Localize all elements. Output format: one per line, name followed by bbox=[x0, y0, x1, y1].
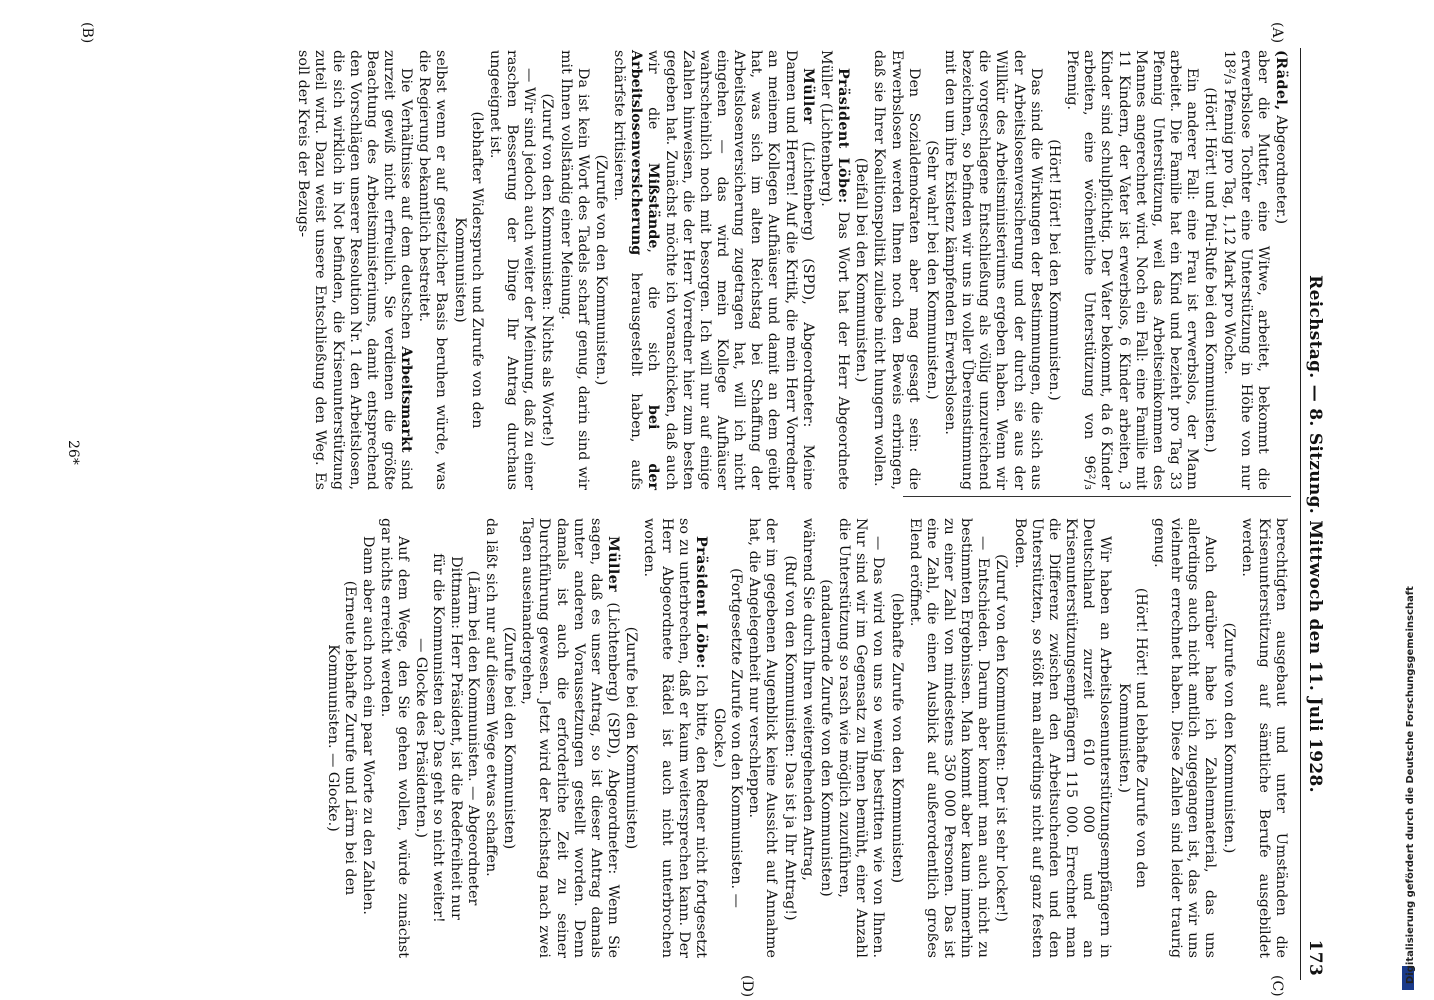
paragraph: selbst wenn er auf gesetzlicher Basis beruhen würde, was die Regierung bekanntlich bestreitet. bbox=[416, 50, 450, 490]
margin-mark-b: (B) bbox=[79, 22, 95, 44]
paragraph: Da ist kein Wort des Tadels scharf genug, darin sind wir mit Ihnen vollständig einer Meinung. bbox=[557, 50, 591, 490]
paragraph: Dann aber auch noch ein paar Worte zu den Zahlen. bbox=[359, 536, 376, 915]
paragraph: Ein anderer Fall: eine Frau ist erwerbslos, der Mann arbeitet. Die Familie hat ein Kind und bezieht pro Tag 33 Pfennig Unterstützung, weil das Arbeitseinkommen des Mannes angerechnet wird. Noch ein Fall: eine Familie mit 11 Kindern, der Vater ist erwerbslos, 6 Kinder arbeiten, 3 Kinder sind schulpflichtig. Der Vater bekommt, da 6 Kinder arbeiten, eine wöchentliche Unterstützung von 96²/₃ Pfennig. bbox=[1064, 50, 1201, 490]
interjection: (lebhafter Widerspruch und Zurufe von den Kommunisten) bbox=[451, 111, 485, 429]
paragraph: während Sie durch Ihren weitergehenden Antrag, bbox=[799, 518, 816, 881]
interjection: (lebhafte Zurufe von den Kommunisten) bbox=[888, 592, 905, 884]
digitization-credit: Digitalisierung gefördert durch die Deutsche Forschungsgemeinschaft bbox=[1405, 586, 1416, 984]
interjection: (Zurufe von den Kommunisten.) bbox=[592, 154, 609, 386]
interjection: (Ruf von den Kommunisten: Das ist ja Ihr Antrag!) bbox=[781, 555, 798, 921]
paragraph: Die Verhältnisse auf dem deutschen Arbeitsmarkt sind zurzeit gewiß nicht erfreulich. Sie verdienen die größte Beachtung des Arbeitsministeriums, damit entsprechend den Vorschlägen unserer Resolution Nr. 1 den Arbeitslosen, die sich wirklich in Not befinden, die Krisenunterstützung zuteil wird. Dazu weist unsere Entschließung den Weg. Es soll der Kreis der Bezugs- bbox=[295, 50, 415, 490]
interjection: (Hört! Hört! und Pfui-Rufe bei den Kommunisten.) bbox=[1202, 87, 1219, 453]
interjection: (andauernde Zurufe von den Kommunisten) bbox=[817, 579, 834, 897]
speaker-paragraph: Müller (Lichtenberg) (SPD), Abgeordneter: Wenn Sie sagen, daß es unser Antrag, so ist dieser Antrag damals unter anderen Voraussetzungen gestellt worden. Denn damals ist auch die erforderliche Zeit zu seiner Durchführung gewesen. Jetzt wird der Reichstag nach zwei Tagen auseinandergehen, bbox=[519, 518, 622, 958]
interjection: (Zurufe bei den Kommunisten) bbox=[623, 626, 640, 850]
interjection: (Hört! Hört! und lebhafte Zurufe von den Kommunisten.) bbox=[1115, 587, 1149, 889]
interjection: (Hört! Hört! bei den Kommunisten.) bbox=[1045, 139, 1062, 401]
page-title: Reichstag. — 8. Sitzung. Mittwoch den 11. Juli 1928. bbox=[1305, 275, 1325, 793]
paragraph: aber die Mutter, eine Witwe, arbeitet, bekommt die erwerbslose Tochter eine Unterstützung in Höhe von nur 18²/₃ Pfennig pro Tag, 1,12 Mark pro Woche. bbox=[1220, 50, 1271, 490]
interjection: (Beifall bei den Kommunisten.) bbox=[853, 157, 870, 383]
interjection: (Sehr wahr! bei den Kommunisten.) bbox=[923, 140, 940, 400]
interjection: (Fortgesetzte Zurufe von den Kommunisten. — Glocke.) bbox=[711, 568, 745, 908]
page-number: 173 bbox=[1305, 939, 1325, 976]
sheet-signature: 26* bbox=[65, 440, 81, 465]
margin-mark-c: (C) bbox=[1269, 975, 1285, 997]
paragraph: Wir haben an Arbeitslosenunterstützungsempfängern in Deutschland zurzeit 610 000 und an Krisenunterstützungsempfängern 115 000. Errechnet man die Differenz zwischen den Arbeitsuchenden und den Unterstützten, so stößt man allerdings nicht auf ganz festen Boden. bbox=[1011, 518, 1114, 958]
interjection: (Zurufe von den Kommunisten.) bbox=[1220, 622, 1237, 854]
paragraph: da läßt sich nur auf diesem Wege etwas schaffen. bbox=[482, 518, 499, 877]
page-header bbox=[1300, 48, 1325, 980]
left-column bbox=[293, 50, 1289, 490]
paragraph: Den Sozialdemokraten aber mag gesagt sein: die Erwerbslosen werden Ihnen noch den Beweis erbringen, daß sie Ihrer Koalitionspolitik zuliebe nicht hungern wollen. bbox=[871, 50, 922, 490]
interjection: (Zurufe bei den Kommunisten) bbox=[501, 626, 518, 850]
scanned-page bbox=[25, 0, 1355, 1000]
interjection: (Zuruf von den Kommunisten: Der ist sehr locker!) bbox=[993, 554, 1010, 922]
paragraph: Auf dem Wege, den Sie gehen wollen, würde zunächst gar nichts erreicht werden. bbox=[378, 518, 412, 958]
paragraph: Das sind die Wirkungen der Bestimmungen, die sich aus der Arbeitslosenversicherung und der durch sie aus der Willkür des Arbeitsministeriums ergeben haben. Wenn wir die vorgeschlagene Entschließung als völlig unzureichend bezeichnen, so befinden wir uns in voller Übereinstimmung mit den um ihre Existenz kämpfenden Erwerbslosen. bbox=[942, 50, 1044, 490]
paragraph: der im gegebenen Augenblick keine Aussicht auf Annahme hat, die Angelegenheit nur verschleppen. bbox=[746, 518, 780, 958]
paragraph: Auch darüber habe ich Zahlenmaterial, das uns allerdings auch nicht amtlich zugegangen ist, das wir uns vielmehr errechnet haben. Diese Zahlen sind leider traurig genug. bbox=[1150, 518, 1219, 958]
speaker-paragraph: Präsident Löbe: Ich bitte, den Redner nicht fortgesetzt so zu unterbrechen, daß er kaum weitersprechen kann. Der Herr Abgeordnete Rädel ist auch nicht unterbrochen worden. bbox=[641, 518, 709, 958]
paragraph: berechtigten ausgebaut und unter Umständen die Krisenunterstützung auf sämtliche Berufe ausgebildet werden. bbox=[1238, 518, 1289, 958]
interjection: (Erneute lebhafte Zurufe und Lärm bei den Kommunisten. — Glocke.) bbox=[324, 580, 358, 896]
margin-mark-a: (A) bbox=[1269, 22, 1285, 44]
paragraph: — Entschieden. Darum aber kommt man auch nicht zu bestimmten Ergebnissen. Man kommt aber kaum immerhin zu einer Zahl von mindestens 350 000 Personen. Das ist eine Zahl, die einen Ausblick auf außerordentlich großes Elend eröffnet. bbox=[906, 518, 992, 958]
paragraph: — Das wird von uns so wenig bestritten wie von Ihnen. Nur sind wir im Gegensatz zu Ihnen bemüht, einer Anzahl die Unterstützung so rasch wie möglich zuzuführen, bbox=[836, 518, 887, 958]
column-divider bbox=[903, 496, 1291, 497]
right-column bbox=[322, 518, 1289, 958]
margin-mark-d: (D) bbox=[739, 975, 755, 998]
speaker-paragraph: Präsident Löbe: Das Wort hat der Herr Abgeordnete Müller (Lichtenberg). bbox=[817, 50, 852, 490]
speaker-line: (Rädel, Abgeordneter.) bbox=[1273, 50, 1289, 225]
speaker-paragraph: Müller (Lichtenberg) (SPD), Abgeordneter: Meine Damen und Herren! Auf die Kritik, die mein Herr Vorredner an meinem Kollegen Aufhäuser und damit an dem geübt hat, was sich im alten Reichstag bei Schaffung der Arbeitslosenversicherung zugetragen hat, will ich nicht eingehen — das wird mein Kollege Aufhäuser wahrscheinlich noch mit besorgen. Ich will nur auf einige Zahlen hinweisen, die der Herr Vorredner hier zum besten gegeben hat. Zunächst möchte ich voranschicken, daß auch wir die Mißstände, die sich bei der Arbeitslosenversicherung herausgestellt haben, aufs schärfste kritisieren. bbox=[611, 50, 816, 490]
paragraph: — Wir sind jedoch auch weiter der Meinung, daß zu einer raschen Besserung der Dinge Ihr Antrag durchaus ungeeignet ist. bbox=[486, 50, 538, 490]
interjection: (Zuruf von den Kommunisten: Nichts als Worte!) bbox=[539, 93, 556, 447]
interjection: (Lärm bei den Kommunisten. — Abgeordneter Dittmann: Herr Präsident, ist die Redefreiheit nur für die Kommunisten da? Das geht so nicht weiter! — Glocke des Präsidenten.) bbox=[413, 553, 481, 923]
